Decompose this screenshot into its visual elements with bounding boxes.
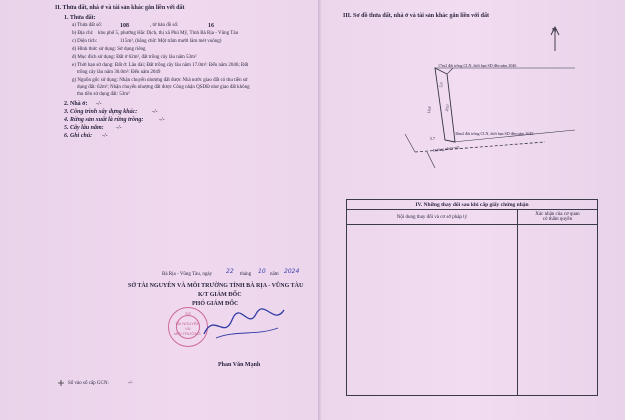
area-value: 115m², (bằng chữ: Một trăm mười lăm mét vuông)	[120, 39, 222, 44]
construction-title: 3. Công trình xây dựng khác:	[64, 109, 138, 115]
construction-value: -/-	[152, 109, 158, 115]
signature	[196, 300, 291, 345]
map-sheet-label: , tờ bản đồ số:	[150, 23, 179, 28]
official-seal: SỞ TÀI NGUYÊN VÀ MÔI TRƯỜNG	[168, 307, 208, 347]
notes-title: 6. Ghi chú:	[64, 133, 93, 139]
dimension-north: 5.0	[438, 82, 444, 88]
perennial-value: -/-	[116, 125, 122, 131]
dimension-west: 18.8	[425, 106, 433, 114]
dimension-east: 20.0	[443, 104, 451, 112]
changes-col-certification: Xác nhận của cơ quan có thẩm quyền	[517, 210, 597, 225]
signer-role-1: K/T GIÁM ĐỐC	[198, 292, 242, 298]
area-label: c) Diện tích:	[72, 39, 97, 44]
issue-day: 22	[226, 268, 234, 275]
issue-month-label: tháng	[240, 272, 252, 277]
changes-col-content: Nội dung thay đổi và cơ sở pháp lý	[347, 210, 518, 225]
address-value: khu phố 5, phường Hắc Dịch, thị xã Phú Mỹ, Tỉnh Bà Rịa - Vũng Tàu	[98, 31, 239, 36]
right-page-header: III. Sơ đồ thửa đất, nhà ở và tài sản khác gắn liền với đất	[343, 13, 489, 19]
label-perennial-2046: 17m2 đất trồng CLN, thời hạn SD đến năm 2046	[438, 63, 517, 68]
changes-content-cell	[347, 225, 518, 396]
registry-value: -/-	[128, 381, 133, 386]
registry-label: Số vào sổ cấp GCN:	[68, 381, 109, 386]
usage-origin-cont-2: thu tiền sử dụng đất: 53m²	[77, 92, 130, 97]
usage-term-cont: trồng cây lâu năm 36.0m²: Đến năm 2049	[77, 70, 161, 75]
issuing-authority: SỞ TÀI NGUYÊN VÀ MÔI TRƯỜNG TỈNH BÀ RỊA - VŨNG TÀU	[128, 283, 304, 289]
issue-year-label: năm	[270, 272, 279, 277]
forest-title: 4. Rừng sản xuất là rừng trồng:	[64, 117, 144, 123]
perennial-title: 5. Cây lâu năm:	[64, 125, 104, 131]
changes-title: IV. Những thay đổi sau khi cấp giấy chứng nhận	[347, 200, 598, 210]
issue-month: 10	[258, 268, 266, 275]
left-page-header: II. Thửa đất, nhà ở và tài sản khác gắn liền với đất	[55, 5, 185, 11]
section-land-title: 1. Thửa đất:	[64, 15, 96, 21]
changes-table	[346, 199, 598, 396]
forest-value: -/-	[159, 117, 165, 123]
changes-certification-cell	[517, 225, 597, 396]
parcel-sketch	[395, 58, 585, 170]
house-value: -/-	[96, 101, 102, 107]
usage-term: e) Thời hạn sử dụng: Đất ở: Lâu dài; Đất trồng cây lâu năm 17.0m²: Đến năm 2046; Đất	[72, 63, 249, 68]
issue-year: 2024	[284, 268, 300, 275]
house-title: 2. Nhà ở:	[64, 101, 88, 107]
issue-date-prefix: Bà Rịa - Vũng Tàu, ngày	[162, 272, 213, 277]
bullet-mark-icon	[58, 380, 66, 386]
dimension-south: 5.7	[430, 136, 435, 141]
parcel-number: 108	[120, 23, 129, 29]
usage-purpose: đ) Mục đích sử dụng: Đất ở 62m², đất trồng cây lâu năm 53m²	[72, 55, 197, 60]
page-fold	[318, 0, 322, 420]
usage-form: d) Hình thức sử dụng: Sử dụng riêng	[72, 47, 146, 52]
map-sheet-number: 16	[208, 23, 214, 29]
signer-name: Phan Văn Mạnh	[218, 362, 261, 368]
parcel-number-label: a) Thửa đất số:	[72, 23, 102, 28]
notes-value: -/-	[102, 133, 108, 139]
usage-origin-cont: dụng đất: 62m²; Nhận chuyển nhượng đất được Công nhận QSDĐ như giao đất không	[77, 85, 250, 90]
signer-role-2: PHÓ GIÁM ĐỐC	[192, 301, 239, 307]
label-perennial-2049: 36m2 đất trồng CLN, thời hạn SD đến năm 2049	[455, 131, 534, 136]
north-label: N	[552, 28, 557, 34]
usage-origin: g) Nguồn gốc sử dụng: Nhận chuyển nhượng đất được Nhà nước giao đất có thu tiền sử	[72, 78, 248, 83]
address-label: b) Địa chỉ:	[72, 31, 94, 36]
road-label: Đường nhựa-vm	[432, 144, 460, 153]
